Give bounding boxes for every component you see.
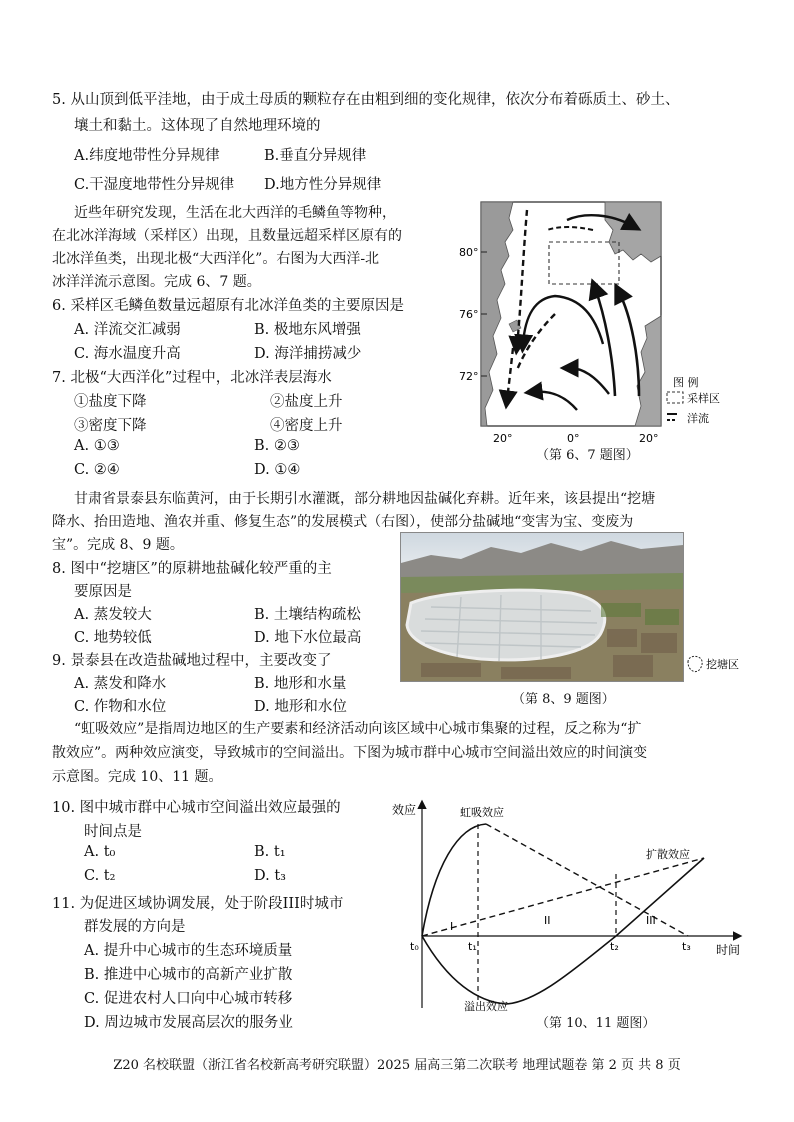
q6-option-a: A. 洋流交汇减弱 (74, 322, 181, 338)
q6-option-b: B. 极地东风增强 (254, 322, 361, 338)
q9-option-d: D. 地形和水位 (254, 699, 347, 715)
t0-label: t₀ (410, 940, 419, 953)
q9-option-c: C. 作物和水位 (74, 699, 167, 715)
q10-stem-line1: 10. 图中城市群中心城市空间溢出效应最强的 (52, 800, 341, 816)
q8-option-d: D. 地下水位最高 (254, 630, 362, 646)
intro1011-line3: 示意图。完成 10、11 题。 (52, 769, 223, 785)
fish-pond-photo (400, 532, 684, 682)
lat-72-label: 72° (459, 370, 479, 383)
t1-label: t₁ (468, 940, 477, 953)
map-caption: （第 6、7 题图） (536, 448, 639, 463)
photo-legend-label: 挖塘区 (706, 658, 739, 671)
x-axis-label: 时间 (716, 943, 741, 957)
q7-option-c: C. ②④ (74, 462, 120, 478)
intro89-line1: 甘肃省景泰县东临黄河，由于长期引水灌溉，部分耕地因盐碱化弃耕。近年来，该县提出“挖塘 (74, 491, 656, 507)
intro67-line2: 在北冰洋海域（采样区）出现，且数量远超采样区原有的 (52, 228, 402, 244)
diffusion-effect-label: 扩散效应 (646, 848, 690, 861)
q7-option-a: A. ①③ (74, 438, 120, 454)
chart-caption: （第 10、11 题图） (536, 1016, 656, 1031)
map-legend-title: 图 例 (673, 376, 699, 389)
q5-option-c: C.干湿度地带性分异规律 (74, 177, 235, 193)
intro1011-line2: 散效应”。两种效应演变，导致城市的空间溢出。下图为城市群中心城市空间溢出效应的时间演变 (52, 745, 648, 761)
q7-option-d: D. ①④ (254, 462, 301, 478)
q7-statement-4: ④密度上升 (270, 418, 343, 434)
q7-stem: 7. 北极“大西洋化”过程中，北冰洋表层海水 (52, 370, 332, 386)
q5-option-d: D.地方性分异规律 (264, 177, 382, 193)
spillover-effect-label: 溢出效应 (464, 1000, 508, 1013)
stage-3-label: III (646, 914, 656, 927)
q6-option-d: D. 海洋捕捞减少 (254, 346, 362, 362)
intro89-line2: 降水、抬田造地、渔农并重、修复生态”的发展模式（右图），使部分盐碱地“变害为宝、变废为 (52, 514, 634, 530)
q11-option-a: A. 提升中心城市的生态环境质量 (84, 943, 293, 959)
intro67-line4: 冰洋洋流示意图。完成 6、7 题。 (52, 274, 261, 290)
q8-option-a: A. 蒸发较大 (74, 607, 152, 623)
q8-option-c: C. 地势较低 (74, 630, 152, 646)
page-footer: Z20 名校联盟（浙江省名校新高考研究联盟）2025 届高三第二次联考 地理试题卷 第 2 页 共 8 页 (113, 1058, 681, 1073)
q9-option-b: B. 地形和水量 (254, 676, 347, 692)
map-legend-sample-area: 采样区 (687, 392, 720, 405)
q11-stem-line2: 群发展的方向是 (84, 919, 186, 935)
t2-label: t₂ (610, 940, 619, 953)
q6-stem: 6. 采样区毛鳞鱼数量远超原有北冰洋鱼类的主要原因是 (52, 298, 404, 314)
q7-option-b: B. ②③ (254, 438, 300, 454)
q8-stem-line1: 8. 图中“挖塘区”的原耕地盐碱化较严重的主 (52, 561, 332, 577)
intro1011-line1: “虹吸效应”是指周边地区的生产要素和经济活动向该区域中心城市集聚的过程，反之称为“扩 (74, 721, 642, 737)
q7-statement-1: ①盐度下降 (74, 394, 147, 410)
lat-76-label: 76° (459, 308, 479, 321)
intro67-line3: 北冰洋鱼类，出现北极“大西洋化”。右图为大西洋-北 (52, 251, 380, 267)
q8-option-b: B. 土壤结构疏松 (254, 607, 361, 623)
q11-stem-line1: 11. 为促进区域协调发展，处于阶段III时城市 (52, 896, 344, 912)
q5-stem-line1: 5. 从山顶到低平洼地，由于成土母质的颗粒存在由粗到细的变化规律，依次分布着砾质土、砂土、 (52, 92, 680, 108)
q6-option-c: C. 海水温度升高 (74, 346, 181, 362)
q11-option-c: C. 促进农村人口向中心城市转移 (84, 991, 293, 1007)
stage-1-label: I (450, 920, 454, 933)
q5-option-b: B.垂直分异规律 (264, 148, 367, 164)
lon-20w-label: 20° (493, 432, 513, 445)
intro89-line3: 宝”。完成 8、9 题。 (52, 537, 184, 553)
q11-option-d: D. 周边城市发展高层次的服务业 (84, 1015, 293, 1031)
intro67-line1: 近些年研究发现，生活在北大西洋的毛鳞鱼等物种， (74, 205, 396, 221)
ocean-current-map (455, 196, 745, 464)
q10-option-a: A. t₀ (84, 844, 116, 860)
q10-option-d: D. t₃ (254, 868, 286, 884)
spillover-effect-diagram (388, 796, 748, 1018)
q10-option-b: B. t₁ (254, 844, 286, 860)
lon-20e-label: 20° (639, 432, 659, 445)
q9-option-a: A. 蒸发和降水 (74, 676, 167, 692)
lat-80-label: 80° (459, 246, 479, 259)
q9-stem: 9. 景泰县在改造盐碱地过程中，主要改变了 (52, 653, 332, 669)
lon-0-label: 0° (567, 432, 580, 445)
t3-label: t₃ (682, 940, 691, 953)
q7-statement-3: ③密度下降 (74, 418, 147, 434)
q10-option-c: C. t₂ (84, 868, 116, 884)
q8-stem-line2: 要原因是 (74, 584, 132, 600)
map-legend-current: 洋流 (687, 412, 709, 425)
photo-legend (686, 654, 756, 674)
q5-stem-line2: 壤土和黏土。这体现了自然地理环境的 (74, 118, 321, 134)
y-axis-label: 效应 (392, 803, 417, 817)
photo-caption: （第 8、9 题图） (512, 692, 615, 707)
siphon-effect-label: 虹吸效应 (460, 806, 504, 819)
q10-stem-line2: 时间点是 (84, 824, 142, 840)
q5-option-a: A.纬度地带性分异规律 (74, 148, 220, 164)
q11-option-b: B. 推进中心城市的高新产业扩散 (84, 967, 293, 983)
stage-2-label: II (544, 914, 551, 927)
q7-statement-2: ②盐度上升 (270, 394, 343, 410)
